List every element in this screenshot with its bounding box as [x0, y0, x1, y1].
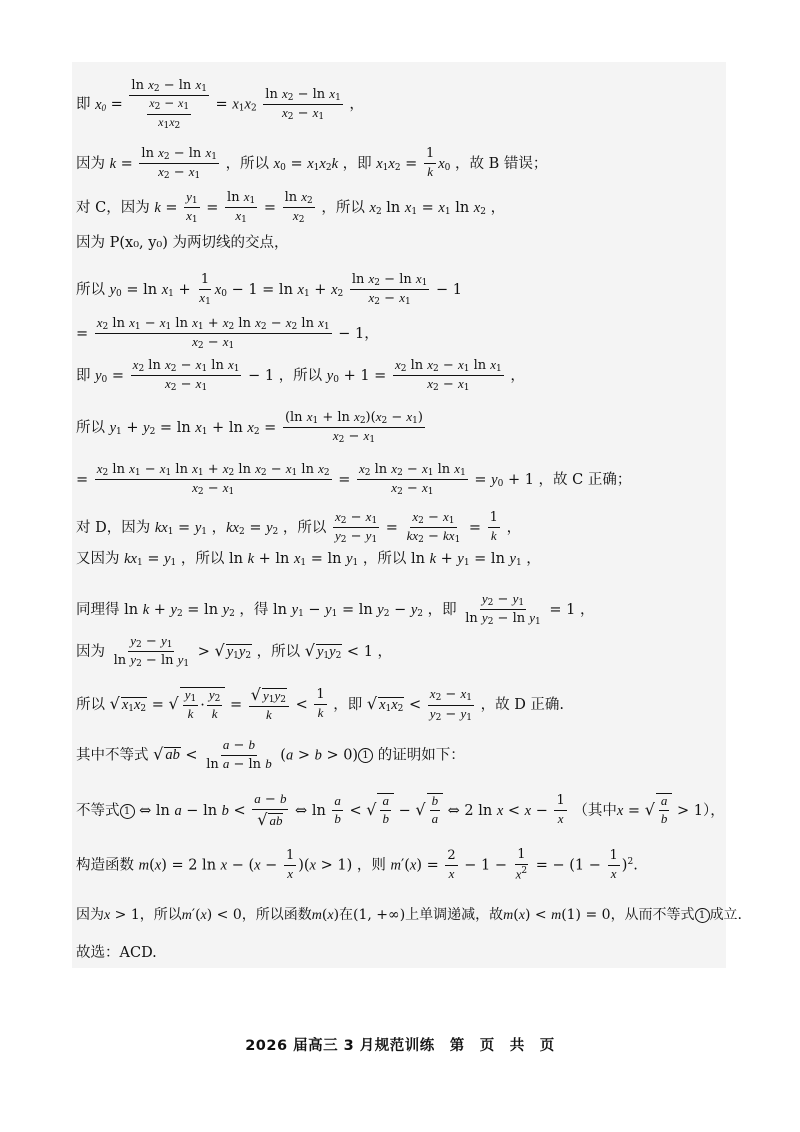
line-16: 不等式 1 ⇔ ln a − ln b < $\frac{a - b}{√ ab}$ ⇔ ln $\frac{a}{b}$ < √ $\frac{a}{b}$ − √ $\frac{b}{a}$ ⇔ 2 ln x < x − $\frac{1}{x}$ （其中x = √ $\frac{a}{b}$ > 1）， — [76, 791, 725, 829]
line-14: 所以 √ $x_1x_2$ = √ $\frac{y_1}{k}$ · $\frac{y_2}{k}$ = $\frac{√ y_1y_2}{k}$ < $\frac{1}{k}$ ，即 √ $x_1x_2$ < $\frac{x_2 - x_1}{y_2 - y_1}$ ，故 D 正确. — [76, 685, 565, 723]
line-11: 又因为 $kx_1 = y_1$ ，所以 $\ln k + \ln x_1 = \ln y_1$ ，所以 $\ln k + y_1 = \ln y_1$ ， — [76, 551, 541, 568]
line-19: 故选：ACD. — [76, 945, 157, 961]
line-18: 因为x > 1，所以m′(x) < 0，所以函数m(x)在(1, +∞)上单调递减，故m(x) < m(1) = 0，从而不等式 1 成立. — [76, 907, 743, 923]
line-4: 因为 P(x₀, y₀) 为两切线的交点， — [76, 235, 289, 251]
line-13: 因为 $\frac{y_2 - y_1}{\ln y_2 - \ln y_1}$ > √ $y_1y_2$ ，所以 √ $y_1y_2 < 1$ ， — [76, 633, 393, 670]
line-12: 同理得 $\ln k + y_2 = \ln y_2$ ，得 $\ln y_1 - y_1 = \ln y_2 - y_2$ ，即 $\frac{y_2 - y_1}{\ln y_2 - \ln y_1}$ = 1 ， — [76, 591, 595, 628]
line-15: 其中不等式 √ ab < $\frac{a - b}{\text{ln a − ln b}}$ (a > b > 0) 1 的证明如下： — [76, 737, 465, 772]
line-3: 对 C，因为 k = $\frac{y_1}{x_1}$ = $\frac{\ln x_1}{x_1}$ = $\frac{\ln x_2}{x_2}$ ，所以 $x_2$ $\ln x_1 = x_1$ $\ln x_2$ ， — [76, 189, 506, 226]
line-2: 因为 k = $\frac{\ln x_2 - \ln x_1}{x_2 - x_1}$ ，所以 $x_0 = x_1x_2k$ ，即 $x_1x_2$ = $\frac{1}{k}$ $x_0$ ，故 B 错误； — [76, 145, 548, 182]
line-9: = $\frac{x_2 \ln x_1 - x_1 \ln x_1 + x_2 \ln x_2 - x_1 \ln x_2}{x_2 - x_1}$ = $\frac{x_2 \ln x_2 - x_1 \ln x_1}{x_2 - x_1}$ = $y_0 + 1$ ，故 C 正确； — [76, 461, 632, 498]
line-5: 所以 $y_0 = \ln x_1$ + $\frac{1}{x_1}$ $x_0 - 1 = \ln x_1 + x_2$ $\frac{\ln x_2 - \ln x_1}{x_2 - x_1}$ − 1 — [76, 271, 462, 308]
line-8: 所以 $y_1 + y_2 = \ln x_1 + \ln x_2$ = $\frac{(\ln x_1 + \ln x_2)(x_2 - x_1)}{x_2 - x_1}$ — [76, 409, 423, 446]
line-6: = $\frac{x_2 \ln x_1 - x_1 \ln x_1 + x_2 \ln x_2 - x_2 \ln x_1}{x_2 - x_1}$ − 1， — [76, 315, 379, 352]
line-10: 对 D，因为 $kx_1 = y_1$ ，$kx_2 = y_2$ ，所以 $\frac{x_2 - x_1}{y_2 - y_1}$ = $\frac{x_2 - x_1}{kx_2 - kx_1}$ = $\frac{1}{k}$ ， — [76, 509, 522, 546]
page-footer: 2026 届高三 3 月规范训练 第 页 共 页 — [245, 1038, 555, 1054]
line-7: 即 $y_0$ = $\frac{x_2 \ln x_2 - x_1 \ln x_1}{x_2 - x_1}$ − 1 ，所以 $y_0 + 1$ = $\frac{x_2 \ln x_2 - x_1 \ln x_1}{x_2 - x_1}$ ， — [76, 357, 525, 394]
line-17: 构造函数 m(x) = 2 ln x − (x − $\frac{1}{x}$ )(x > 1) ，则 m′(x) = $\frac{2}{x}$ − 1 − $\frac{1}{x^2}$ = − (1 − $\frac{1}{x}$ )$^2$. — [76, 847, 638, 882]
line-1: 即 $x_0$ = $\frac{\ln x_2 - \ln x_1}{\frac{x_2 - x_1}{x_1x_2}}$ = $x_1x_2$ $\frac{\ln x_2 - \ln x_1}{x_2 - x_1}$ ， — [76, 77, 364, 131]
